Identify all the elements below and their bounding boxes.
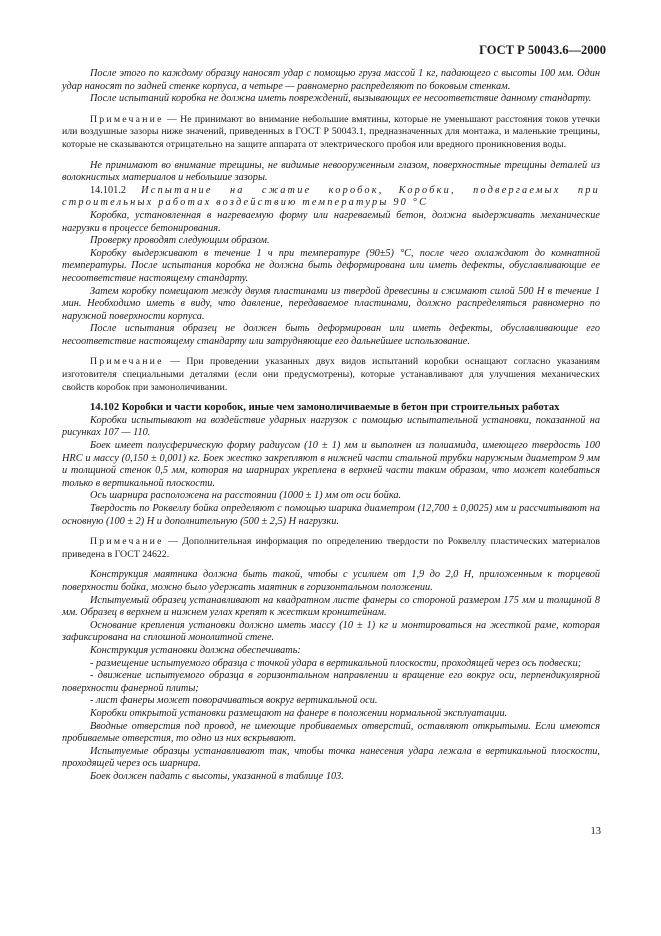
paragraph: Коробка, установленная в нагреваемую форму или нагреваемый бетон, должна выдерживать механические нагрузки в процессе бетонирования. <box>62 209 600 234</box>
note-paragraph <box>62 536 600 561</box>
paragraph: Боек должен падать с высоты, указанной в таблице 103. <box>90 770 344 782</box>
note-text: — При проведении указанных двух видов испытаний коробки оснащают согласно указаниям изготовителя специальными деталями (если они предусмотрены), которые устанавливают для улучшения механических свойств коробок при замоноличивании. <box>62 356 600 393</box>
page-number: 13 <box>590 826 601 837</box>
note-text: — Дополнительная информация по определению твердости по Роквеллу пластических материалов приведена в ГОСТ 24622. <box>62 536 601 560</box>
note-paragraph <box>62 114 600 152</box>
list-item: - движение испытуемого образца в горизонтальном направлении и вращение его вокруг оси, перпендикулярной поверхности фанерной плиты; <box>62 670 600 694</box>
paragraph: Ось шарнира расположена на расстоянии (1000 ± 1) мм от оси бойка. <box>90 490 402 502</box>
paragraph: Затем коробку помещают между двумя пластинами из твердой древесины и сжимают силой 500 Н в течение 1 мин. Необходимо иметь в виду, что давление, передаваемое пластинами, должно распределяться равномерно по наружной поверхности корпуса. <box>62 285 600 322</box>
paragraph: Испытуемый образец устанавливают на квадратном листе фанеры со стороной размером 175 мм и толщиной 8 мм. Образец в верхнем и нижнем углах крепят к жестким кронштейнам. <box>62 594 600 619</box>
paragraph: Твердость по Роквеллу бойка определяют с помощью шарика диаметром (12,700 ± 0,0025) мм и рассчитывают на основную (100 ± 2) Н и дополнительную (500 ± 2,5) Н нагрузки. <box>62 503 600 527</box>
paragraph: Коробку выдерживают в течение 1 ч при температуре (90±5) °С, после чего охлаждают до комнатной температуры. После испытания коробка не должна быть деформирована или иметь дефекты, обуславливающие ее несоответствие настоящему стандарту. <box>62 247 600 284</box>
clause-number: 14.101.2 <box>90 184 127 196</box>
paragraph: Вводные отверстия под провод, не имеющие пробиваемых отверстий, оставляют открытыми. Если имеются пробиваемые отверстия, то одно из них вскрывают. <box>62 720 600 745</box>
paragraph: Проверку проводят следующим образом. <box>90 235 270 247</box>
list-item: - размещение испытуемого образца с точкой удара в вертикальной плоскости, проходящей через ось подвески; <box>90 657 582 669</box>
paragraph: Коробки открытой установки размещают на фанере в положении нормальной эксплуатации. <box>90 707 508 719</box>
note-paragraph <box>62 356 600 394</box>
note-label: Примечание <box>90 536 164 548</box>
clause-title: Испытание на сжатие коробок, <box>141 184 384 196</box>
note-text: — Не принимают во внимание небольшие вмятины, которые не уменьшают расстояния токов утечки или воздушные зазоры ниже значений, приведенных в ГОСТ Р 50043.1, предназначенных для монтажа, и маленькие трещины, которые не сказываются отрицательно на защите аппарата от электрического пробоя или вредного проникновения воды. <box>62 113 600 150</box>
paragraph: После испытания образец не должен быть деформирован или иметь дефекты, обуславливающие его несоответствие настоящему стандарту или затрудняющие его дальнейшее использование. <box>62 323 600 347</box>
paragraph: Испытуемые образцы устанавливают так, чтобы точка нанесения удара лежала в вертикальной плоскости, проходящей через ось шарнира. <box>62 745 600 770</box>
document-body <box>62 68 600 783</box>
section-title: Коробки и части коробок, иные чем замоноличиваемые в бетон при строительных работах <box>121 402 560 414</box>
note-label: Примечание <box>90 356 164 368</box>
paragraph: Основание крепления установки должно иметь массу (10 ± 1) кг и монтироваться на жесткой раме, которая зафиксирована на сплошной монолитной стене. <box>62 619 600 644</box>
paragraph: После этого по каждому образцу наносят удар с помощью груза массой 1 кг, падающего с высоты 100 мм. Один удар наносят по задней стенке корпуса, а четыре — равномерно распределяют по боковым стенкам. <box>62 68 600 92</box>
standard-header: ГОСТ Р 50043.6—2000 <box>479 43 606 57</box>
paragraph: Боек имеет полусферическую форму радиусом (10 ± 1) мм и выполнен из полиамида, имеющего твердость 100 HRC и массу (0,150 ± 0,001) кг. Боек жестко закрепляют в нижней части стальной трубки наружным диаметром 9 мм и толщиной стенок 0,5 мм, которая на шарнирах укреплена в верхней части таким образом, что может колебаться только в вертикальной плоскости. <box>62 440 600 489</box>
clause-heading <box>62 185 600 210</box>
note-label: Примечание <box>90 113 164 125</box>
list-item: - лист фанеры может поворачиваться вокруг вертикальной оси. <box>90 695 378 707</box>
paragraph: Конструкция установки должна обеспечивать: <box>90 644 301 656</box>
clause-title-cont: Коробки, подвергаемых при строительных работах воздействию температуры 90 °С <box>62 184 600 209</box>
paragraph: После испытаний коробка не должна иметь повреждений, вызывающих ее несоответствие данному стандарту. <box>90 93 592 105</box>
paragraph: Конструкция маятника должна быть такой, чтобы с усилием от 1,9 до 2,0 Н, приложенным к торцевой поверхности бойка, можно было удержать маятник в горизонтальном положении. <box>62 569 600 593</box>
section-heading <box>62 402 600 415</box>
paragraph: Коробки испытывают на воздействие ударных нагрузок с помощью испытательной установки, показанной на рисунках 107 — 110. <box>62 414 600 439</box>
paragraph: Не принимают во внимание трещины, не видимые невооруженным глазом, поверхностные трещины деталей из волокнистых материалов и небольшие зазоры. <box>62 159 600 184</box>
section-number: 14.102 <box>90 402 120 414</box>
